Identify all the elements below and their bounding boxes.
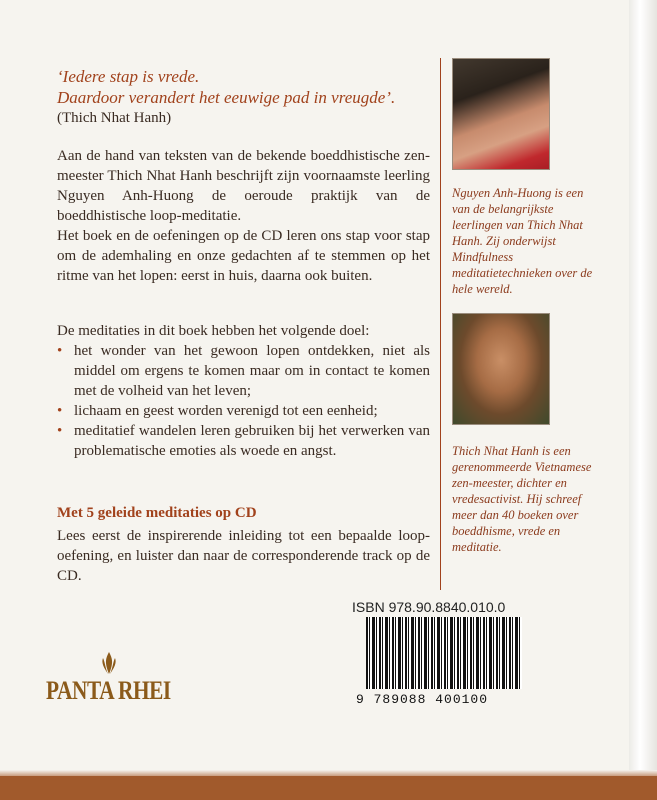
- author-photo-thich-nhat-hanh: [452, 313, 550, 425]
- barcode-icon: [366, 617, 522, 689]
- goal-item: • meditatief wandelen leren gebruiken bij het verwerken van problematische emoties als woede en angst.: [74, 421, 430, 461]
- publisher-name: PANTA RHEI: [46, 676, 171, 705]
- cover-edge: [629, 0, 657, 800]
- goal-item: • het wonder van het gewoon lopen ontdekken, niet als middel om ergens te komen maar om in contact te komen met de volheid van het leven;: [74, 341, 430, 401]
- author-caption-2: Thich Nhat Hanh is een gerenommeerde Vietnamese zen-meester, dichter en vredesactivist. Hij schreef meer dan 40 boeken over boeddhisme, vrede en meditatie.: [452, 444, 592, 554]
- quote-author: (Thich Nhat Hanh): [57, 110, 172, 126]
- intro-text: [57, 146, 430, 286]
- publisher-logo: [46, 650, 171, 710]
- barcode-number: 9 789088 400100: [356, 692, 489, 707]
- goals-section: [57, 321, 430, 461]
- flame-icon: [96, 650, 122, 676]
- opening-quote: [57, 66, 427, 129]
- author-photo-nguyen-anh-huong: [452, 58, 550, 170]
- cd-heading: Met 5 geleide meditaties op CD: [57, 505, 257, 521]
- isbn-label: ISBN 978.90.8840.010.0: [352, 599, 506, 615]
- quote-line-2: Daardoor verandert het eeuwige pad in vreugde’.: [57, 88, 396, 107]
- goals-list: [57, 341, 430, 461]
- quote-line-1: ‘Iedere stap is vrede.: [57, 67, 200, 86]
- goals-lead: De meditaties in dit boek hebben het volgende doel:: [57, 323, 370, 339]
- author-caption-1: Nguyen Anh-Huong is een van de belangrijkste leerlingen van Thich Nhat Hanh. Zij onderwijst Mindfulness meditatietechnieken over de hele wereld.: [452, 186, 593, 296]
- cd-text: Lees eerst de inspirerende inleiding tot een bepaalde loop-oefening, en luister dan naar de corresponderende track op de CD.: [57, 528, 430, 584]
- bottom-band: [0, 776, 657, 800]
- intro-paragraph-2: Het boek en de oefeningen op de CD leren ons stap voor stap om de ademhaling en onze gedachten af te stemmen op het ritme van het lopen: eerst in huis, daarna ook buiten.: [57, 228, 430, 284]
- intro-paragraph-1: Aan de hand van teksten van de bekende boeddhistische zen-meester Thich Nhat Hanh beschrijft zijn voornaamste leerling Nguyen Anh-Huong de oeroude praktijk van de boeddhistische loop-meditatie.: [57, 148, 430, 224]
- goal-item: • lichaam en geest worden verenigd tot een eenheid;: [74, 401, 430, 421]
- column-divider: [440, 58, 441, 590]
